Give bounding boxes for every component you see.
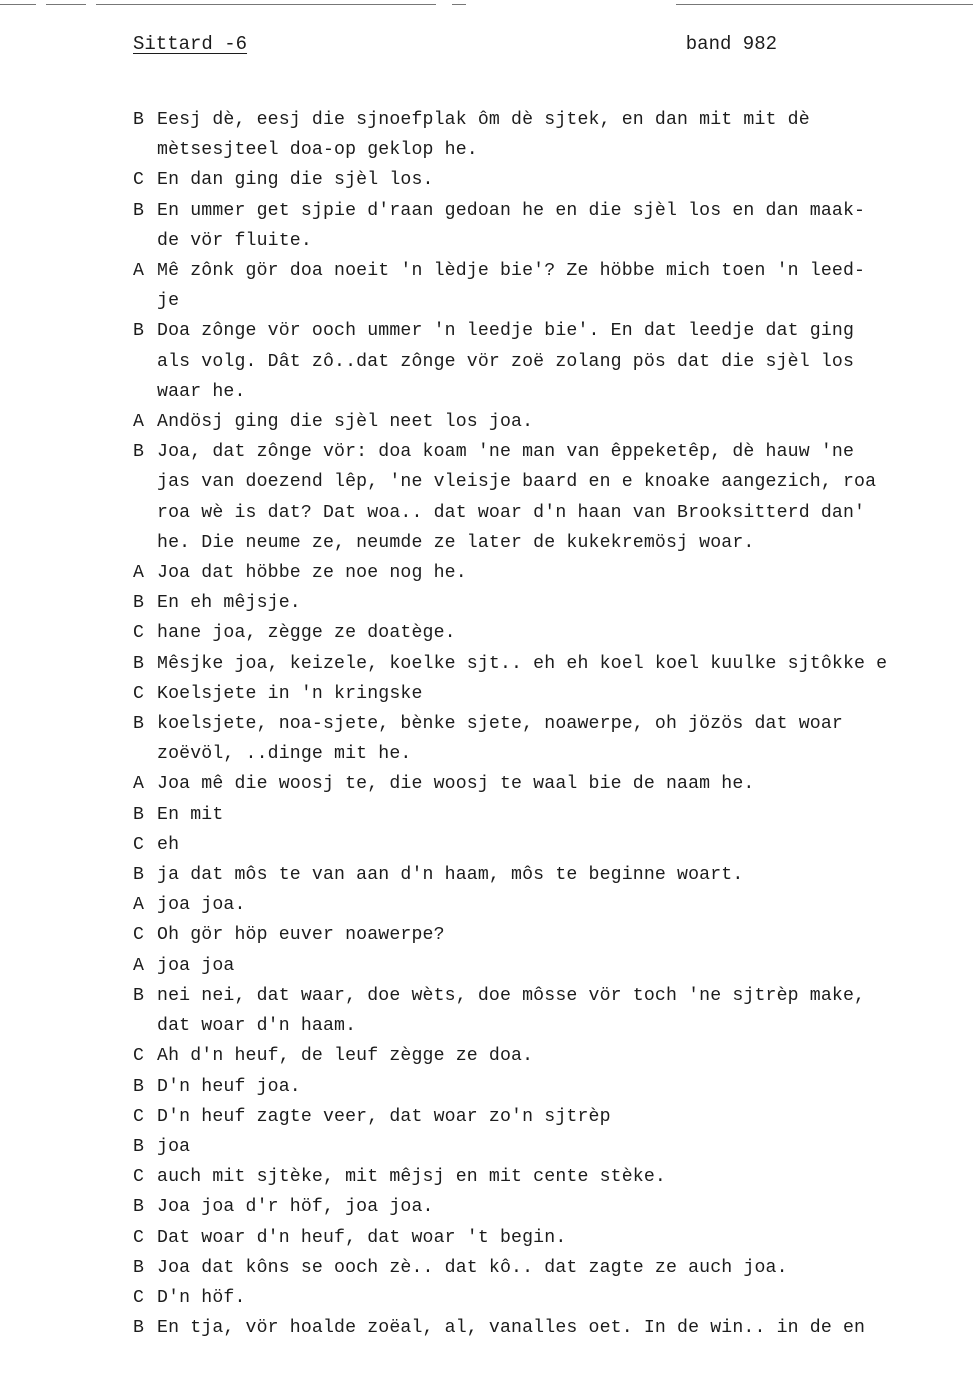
speaker-label: C xyxy=(133,1287,145,1308)
utterance-text: Koelsjete in 'n kringske xyxy=(157,683,423,704)
utterance xyxy=(133,649,973,679)
utterance xyxy=(133,558,973,588)
utterance-text: Joa dat kôns se ooch zè.. dat kô.. dat zagte ze auch joa. xyxy=(157,1257,788,1278)
speaker-label: B xyxy=(133,653,145,674)
utterance-text: Eesj dè, eesj die sjnoefplak ôm dè sjtek, en dan mit mit dè mètsesjteel doa-op geklop he. xyxy=(157,110,810,161)
utterance-text: auch mit sjtèke, mit mêjsj en mit cente stèke. xyxy=(157,1167,666,1188)
speaker-label: B xyxy=(133,1076,145,1097)
speaker-label: A xyxy=(133,261,145,282)
utterance xyxy=(133,256,973,316)
speaker-label: C xyxy=(133,834,145,855)
speaker-label: C xyxy=(133,1167,145,1188)
speaker-label: B xyxy=(133,442,145,463)
utterance xyxy=(133,830,973,860)
utterance-text: Mêsjke joa, keizele, koelke sjt.. eh eh koel koel kuulke sjtôkke e xyxy=(157,653,888,674)
utterance-text: Joa, dat zônge vör: doa koam 'ne man van êppeketêp, dè hauw 'ne jas van doezend lêp, 'ne vleisje baard en e knoake aangezich, roa roa wè is dat? Dat woa.. dat woar d'n haan van Brooksitterd dan' he. Die neume ze, neumde ze later de kukekremösj woar. xyxy=(157,442,877,553)
utterance xyxy=(133,920,973,950)
utterance xyxy=(133,407,973,437)
speaker-label: C xyxy=(133,623,145,644)
speaker-label: B xyxy=(133,804,145,825)
speaker-label: B xyxy=(133,593,145,614)
speaker-label: B xyxy=(133,1318,145,1339)
utterance xyxy=(133,800,973,830)
utterance xyxy=(133,196,973,256)
speaker-label: B xyxy=(133,1197,145,1218)
speaker-label: C xyxy=(133,1227,145,1248)
utterance-text: Andösj ging die sjèl neet los joa. xyxy=(157,412,534,433)
utterance-text: joa joa xyxy=(157,955,235,976)
utterance xyxy=(133,437,973,558)
utterance xyxy=(133,890,973,920)
utterance-text: D'n höf. xyxy=(157,1287,246,1308)
utterance xyxy=(133,1041,973,1071)
utterance-text: koelsjete, noa-sjete, bènke sjete, noawerpe, oh jözös dat woar zoëvöl, ..dinge mit he. xyxy=(157,714,843,765)
transcript xyxy=(133,105,973,1343)
utterance xyxy=(133,769,973,799)
utterance-text: Joa mê die woosj te, die woosj te waal bie de naam he. xyxy=(157,774,755,795)
utterance-text: Joa dat höbbe ze noe nog he. xyxy=(157,563,467,584)
page-header xyxy=(133,33,777,59)
utterance xyxy=(133,1223,973,1253)
utterance xyxy=(133,1313,973,1343)
speaker-label: B xyxy=(133,985,145,1006)
utterance-text: En eh mêjsje. xyxy=(157,593,301,614)
utterance xyxy=(133,1072,973,1102)
speaker-label: B xyxy=(133,1136,145,1157)
speaker-label: C xyxy=(133,1046,145,1067)
utterance-text: hane joa, zègge ze doatège. xyxy=(157,623,456,644)
utterance xyxy=(133,951,973,981)
utterance-text: En ummer get sjpie d'raan gedoan he en die sjèl los en dan maak- de vör fluite. xyxy=(157,200,866,251)
speaker-label: C xyxy=(133,683,145,704)
utterance xyxy=(133,1102,973,1132)
tape-number: band 982 xyxy=(685,33,777,55)
utterance xyxy=(133,679,973,709)
speaker-label: A xyxy=(133,895,145,916)
utterance-text: En dan ging die sjèl los. xyxy=(157,170,434,191)
speaker-label: B xyxy=(133,200,145,221)
speaker-label: A xyxy=(133,955,145,976)
utterance xyxy=(133,860,973,890)
utterance-text: eh xyxy=(157,834,180,855)
speaker-label: A xyxy=(133,563,145,584)
utterance-text: joa joa. xyxy=(157,895,246,916)
speaker-label: B xyxy=(133,1257,145,1278)
utterance-text: ja dat môs te van aan d'n haam, môs te beginne woart. xyxy=(157,865,744,886)
utterance-text: En tja, vör hoalde zoëal, al, vanalles oet. In de win.. in de en xyxy=(157,1318,866,1339)
utterance-text: D'n heuf joa. xyxy=(157,1076,301,1097)
utterance xyxy=(133,1253,973,1283)
utterance-text: Oh gör höp euver noawerpe? xyxy=(157,925,445,946)
utterance-text: Mê zônk gör doa noeit 'n lèdje bie'? Ze höbbe mich toen 'n leed- je xyxy=(157,261,866,312)
utterance-text: Ah d'n heuf, de leuf zègge ze doa. xyxy=(157,1046,534,1067)
utterance-text: En mit xyxy=(157,804,224,825)
document-title: Sittard -6 xyxy=(133,33,248,55)
utterance xyxy=(133,588,973,618)
utterance xyxy=(133,1192,973,1222)
utterance xyxy=(133,316,973,407)
speaker-label: B xyxy=(133,865,145,886)
utterance xyxy=(133,1132,973,1162)
speaker-label: C xyxy=(133,925,145,946)
utterance-text: Dat woar d'n heuf, dat woar 't begin. xyxy=(157,1227,567,1248)
top-edge-rule xyxy=(0,4,973,6)
utterance xyxy=(133,618,973,648)
utterance-text: nei nei, dat waar, doe wèts, doe môsse vör toch 'ne sjtrèp make, dat woar d'n haam. xyxy=(157,985,866,1037)
utterance-text: joa xyxy=(157,1136,191,1157)
speaker-label: B xyxy=(133,321,145,342)
utterance xyxy=(133,105,973,165)
speaker-label: A xyxy=(133,412,145,433)
speaker-label: A xyxy=(133,774,145,795)
utterance xyxy=(133,1162,973,1192)
utterance xyxy=(133,709,973,769)
utterance-text: Doa zônge vör ooch ummer 'n leedje bie'. En dat leedje dat ging als volg. Dât zô..dat zônge vör zoë zolang pös dat die sjèl los waar he. xyxy=(157,321,855,402)
utterance-text: D'n heuf zagte veer, dat woar zo'n sjtrèp xyxy=(157,1106,611,1127)
utterance xyxy=(133,981,973,1041)
utterance xyxy=(133,165,973,195)
speaker-label: C xyxy=(133,1106,145,1127)
utterance xyxy=(133,1283,973,1313)
speaker-label: B xyxy=(133,110,145,130)
speaker-label: C xyxy=(133,170,145,191)
utterance-text: Joa joa d'r höf, joa joa. xyxy=(157,1197,434,1218)
speaker-label: B xyxy=(133,714,145,735)
